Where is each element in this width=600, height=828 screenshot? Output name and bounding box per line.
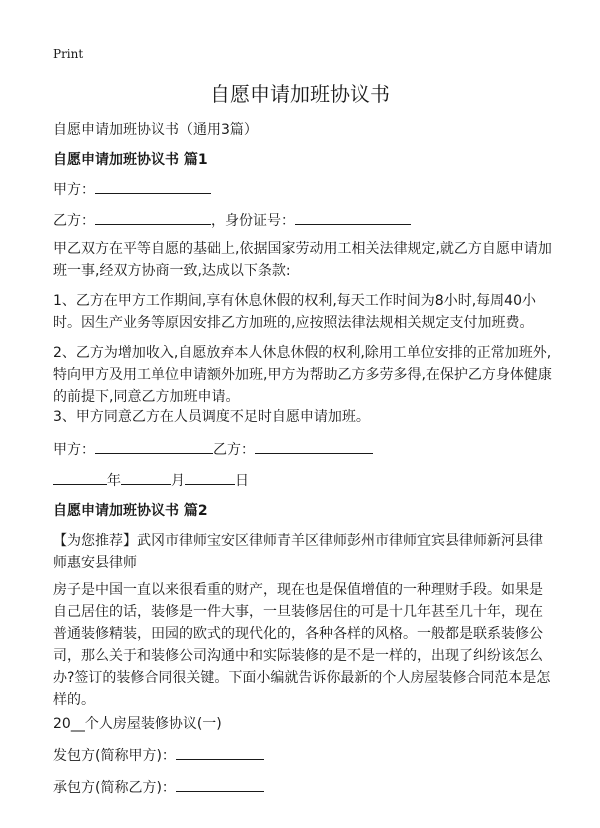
contractor-b-line [53, 776, 264, 800]
contractor-a-line [53, 744, 264, 768]
signature-line [53, 438, 373, 462]
contractor-a-label: 发包方(简称甲方)： [53, 748, 176, 764]
party-a-blank [95, 178, 211, 194]
part1-heading: 自愿申请加班协议书 篇1 [53, 152, 208, 168]
document-title: 自愿申请加班协议书 [210, 82, 390, 106]
sign-a-blank [95, 438, 213, 454]
party-a-label: 甲方： [53, 182, 95, 198]
id-number-label: ，身份证号： [211, 213, 295, 229]
sign-b-label: 乙方： [213, 442, 255, 458]
part2-heading: 自愿申请加班协议书 篇2 [53, 503, 208, 519]
sign-a-label: 甲方： [53, 442, 95, 458]
print-link[interactable]: Print [53, 47, 84, 61]
body-paragraph: 房子是中国一直以来很看重的财产，现在也是保值增值的一种理财手段。如果是自己居住的话，装修是一件大事，一旦装修居住的可是十几年甚至几十年，现在普通装修精装，田园的欧式的现代化的，各种各样的风格。一般都是联系装修公司，那么关于和装修公司沟通中和实际装修的是不是一样的，出现了纠纷该怎么办?签订的装修合同很关键。下面小编就告诉你最新的个人房屋装修合同范本是怎样的。 [53, 582, 551, 708]
sign-b-blank [255, 438, 373, 454]
party-a-line [53, 178, 211, 202]
day-label: 日 [235, 473, 249, 489]
clause-3: 3、甲方同意乙方在人员调度不足时自愿申请加班。 [53, 409, 370, 425]
date-line [53, 469, 249, 493]
contractor-a-blank [176, 744, 264, 760]
intro-paragraph: 甲乙双方在平等自愿的基础上,依据国家劳动用工相关法律规定,就乙方自愿申请加班一事,经双方协商一致,达成以下条款: [53, 241, 552, 279]
document-subtitle: 自愿申请加班协议书（通用3篇） [53, 122, 258, 138]
id-number-blank [295, 209, 411, 225]
recommend-links[interactable]: 【为您推荐】武冈市律师宝安区律师青羊区律师彭州市律师宜宾县律师新河县律师惠安县律师 [53, 533, 543, 571]
agreement-title: 20__个人房屋装修协议(一) [53, 716, 222, 732]
contractor-b-blank [176, 776, 264, 792]
contractor-b-label: 承包方(简称乙方)： [53, 780, 176, 796]
clause-2: 2、乙方为增加收入,自愿放弃本人休息休假的权利,除用工单位安排的正常加班外,特向甲方及用工单位申请额外加班,甲方为帮助乙方多劳多得,在保护乙方身体健康的前提下,同意乙方加班申请。 [53, 345, 552, 405]
month-label: 月 [171, 473, 185, 489]
party-b-line [53, 209, 411, 233]
party-b-blank [95, 209, 211, 225]
month-blank [121, 469, 171, 485]
year-blank [53, 469, 107, 485]
party-b-label: 乙方： [53, 213, 95, 229]
day-blank [185, 469, 235, 485]
clause-1: 1、乙方在甲方工作期间,享有休息休假的权利,每天工作时间为8小时,每周40小时。因生产业务等原因安排乙方加班的,应按照法律法规相关规定支付加班费。 [53, 293, 536, 331]
year-label: 年 [107, 473, 121, 489]
